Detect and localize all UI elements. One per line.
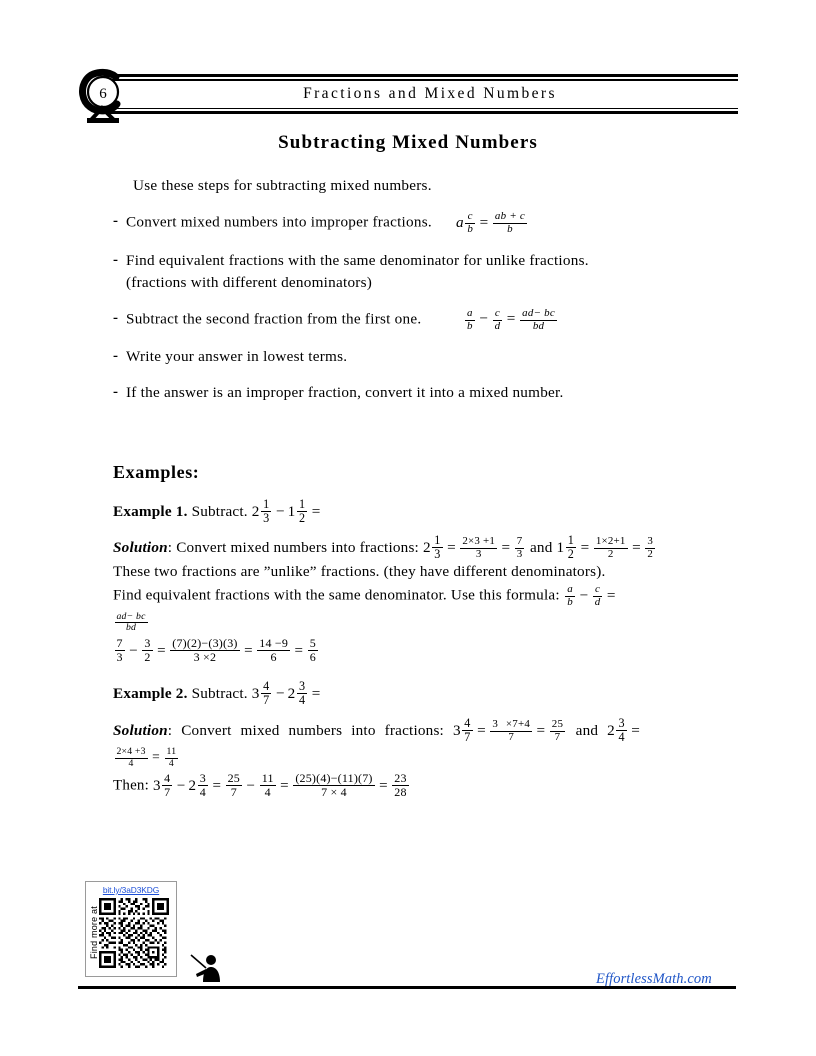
solution-1-line-3 [113,584,738,609]
header-rule-bottom-thin [104,108,738,110]
lesson-body [113,175,738,418]
example-1-problem: 2 $\frac{1}{3}$ − 1 $\frac{1}{2}$ = [251,497,321,526]
solution-2-conv-2-head: 2 $\frac{3}{4}$ = [607,716,640,745]
step-label-3: Subtract the second fraction from the first one. [126,310,422,328]
bullet-dash-icon: - [113,309,119,326]
step-text-2 [126,250,738,294]
solution-1-line-3-text: Find equivalent fractions with the same denominator. Use this formula: [113,586,560,604]
step-text-5: If the answer is an improper fraction, convert it into a mixed number. [126,384,564,402]
qr-promo-box[interactable] [85,881,177,977]
page-title: Subtracting Mixed Numbers [278,132,538,153]
page-header [78,68,738,126]
bullet-dash-icon: - [113,384,119,401]
brand-link[interactable]: EffortlessMath.com [596,971,712,987]
intro-text: Use these steps for subtracting mixed numbers. [133,177,432,194]
bullet-dash-icon: - [113,251,119,268]
solution-2-conv-2-cont: $\frac{2\times 4 +3}{4}$ = $\frac{11}{4}$ [116,746,177,769]
solution-1-label: Solution [113,538,168,556]
globe-icon [78,68,130,126]
solution-1-and: and [529,538,553,556]
step-label-1: Convert mixed numbers into improper fractions. [126,213,432,231]
page-number-text: 6 [99,86,107,102]
step-item-4 [113,346,738,368]
solution-1-conv-2: 1 $\frac{1}{2}$ = $\frac{1\times 2+1}{2}$ = $\frac{3}{2}$ [556,533,654,562]
teacher-pointer-icon [190,952,224,982]
step-label-2: Find equivalent fractions with the same denominator for unlike fractions. [126,251,589,269]
step-text-4: Write your answer in lowest terms. [126,348,348,366]
solution-2-line-1: Solution: Convert mixed numbers into fractions: 3 $\frac{4}{7}$ = $\frac{3 \times 7+4}{7}$ = $\frac{25}{7}$ and 2 $\frac{3}{4}$ = [113,717,738,744]
header-title-row [104,81,738,107]
solution-1-formula-cont: $\frac{ad- bc}{bd}$ [116,610,146,634]
solution-2-text: Convert mixed numbers into fractions: [181,721,444,739]
step-text-1 [126,211,738,236]
header-rule-bottom-group [104,108,738,115]
header-rule-frame [104,74,738,118]
qr-caption: Find more at [89,906,99,960]
bullet-dash-icon: - [113,348,119,365]
solution-2-and: and [575,721,599,739]
step-item-3 [113,308,738,333]
example-2-instruction: Subtract. [191,684,248,702]
step-item-5 [113,382,738,404]
formula-subtract-fractions: $\frac{a}{b}$ − $\frac{c}{d}$ = $\frac{ad- bc}{bd}$ [467,306,555,332]
example-2-problem: 3 $\frac{4}{7}$ − 2 $\frac{3}{4}$ = [251,679,321,708]
step-subtext-2: (fractions with different denominators) [126,273,373,291]
solution-1-text: Convert mixed numbers into fractions: [176,538,419,556]
chapter-title: Fractions and Mixed Numbers [303,84,557,102]
step-item-2 [113,250,738,294]
examples-heading: Examples: [113,462,200,482]
step-text-3 [126,308,738,333]
solution-1-line-2: These two fractions are ”unlike” fractions. (they have different denominators). [113,563,606,581]
solution-1-line-1: Solution: Convert mixed numbers into fractions: 2 $\frac{1}{3}$ = $\frac{2\times 3 +1}{3}$ = $\frac{7}{3}$ and 1 $\frac{1}{2}$ = $\frac{1\times 2+1}{2}$ = $\frac{3}{2}$ [113,534,738,561]
formula-improper-fraction: a $\frac{c}{b}$ = $\frac{ab + c}{b}$ [456,210,526,235]
step-item-1 [113,211,738,236]
solution-2-conv-1: 3 $\frac{4}{7}$ = $\frac{3 \times 7+4}{7}$ = $\frac{25}{7}$ [452,716,564,745]
then-label: Then: [113,778,149,795]
example-1-solution [113,534,738,664]
solution-1-calculation: $\frac{7}{3}$ − $\frac{3}{2}$ = $\frac{(7)(2)-(3)(3)}{3 \times 2}$ = $\frac{14 -9}{6}$ = $\frac{5}{6}$ [116,635,316,664]
header-rule-top-thick [104,74,738,77]
example-1-label: Example 1. [113,502,188,520]
header-rule-bottom-thick [104,111,738,114]
solution-1-formula: $\frac{a}{b}$ − $\frac{c}{d}$ = [567,583,616,608]
example-1-instruction: Subtract. [191,502,248,520]
example-2-solution [113,717,738,799]
qr-body [86,895,176,969]
solution-1-conv-1: 2 $\frac{1}{3}$ = $\frac{2\times 3 +1}{3}$ = $\frac{7}{3}$ [422,533,523,562]
solution-2-calculation: Then: 3 $\frac{4}{7}$ − 2 $\frac{3}{4}$ = $\frac{25}{7}$ − $\frac{11}{4}$ = $\frac{(25)(4)-(11)(7)}{7 \times 4}$ = $\frac{23}{28}$ [113,771,407,800]
bullet-dash-icon: - [113,213,119,230]
qr-short-link[interactable]: bit.ly/3aD3KDG [102,885,160,895]
solution-2-label: Solution [113,721,168,739]
example-2-label: Example 2. [113,684,188,702]
qr-code-icon[interactable] [99,898,169,968]
example-2-prompt [113,680,738,707]
example-1-prompt [113,498,738,525]
